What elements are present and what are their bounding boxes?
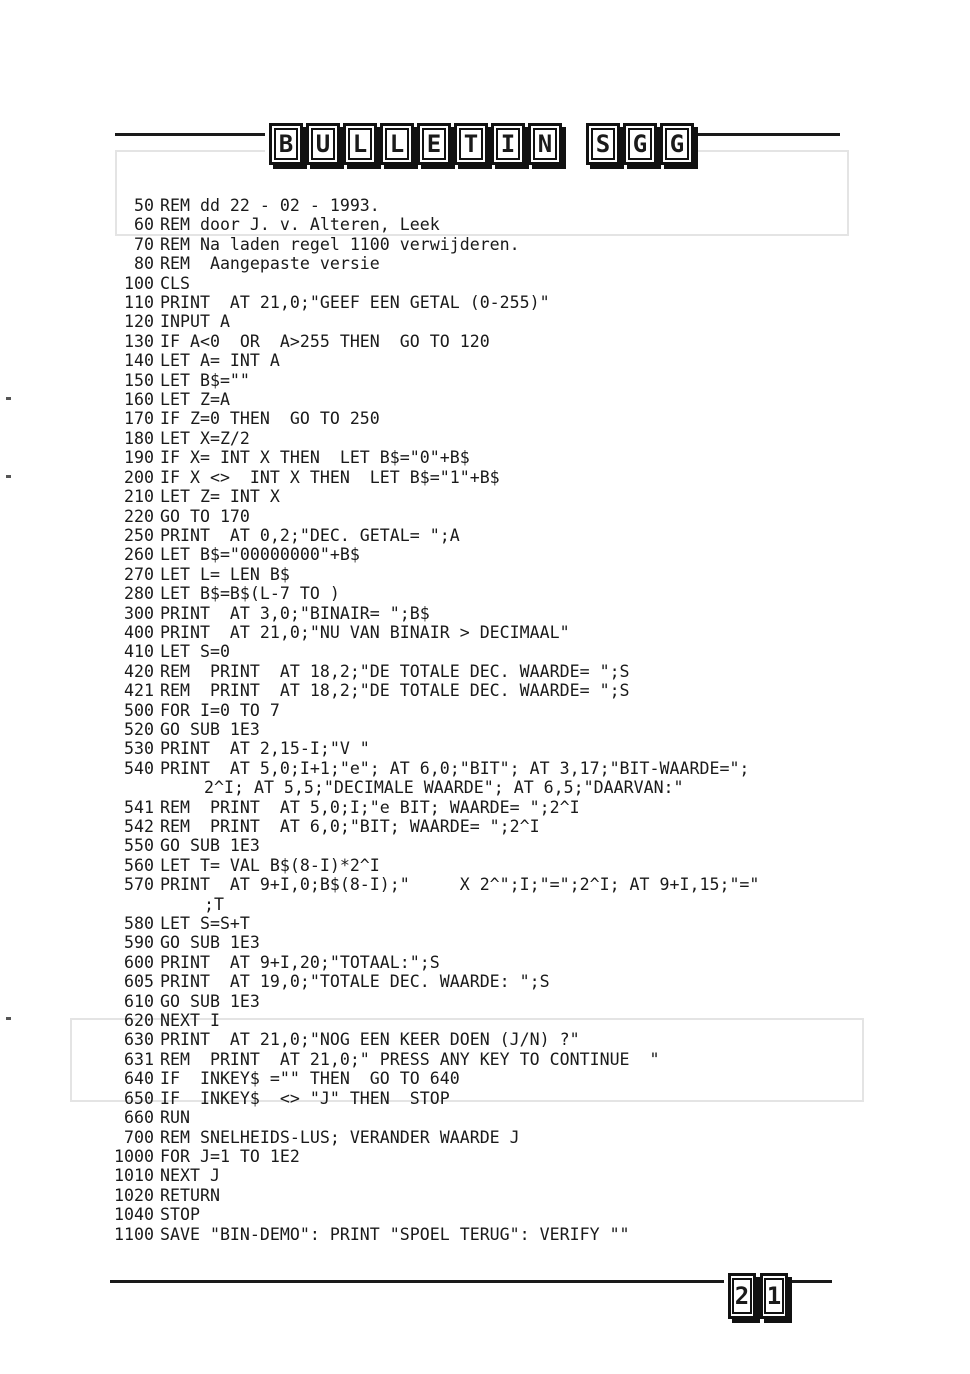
program-line: [100, 662, 759, 681]
code-text: REM PRINT AT 21,0;" PRESS ANY KEY TO CONTINUE ": [160, 1049, 660, 1069]
program-line: [100, 274, 759, 293]
line-number: 1040: [114, 1205, 154, 1225]
code-text: PRINT AT 21,0;"NOG EEN KEER DOEN (J/N) ?": [160, 1030, 580, 1050]
program-line: [100, 448, 759, 467]
program-line: [100, 196, 759, 215]
masthead-letter: I: [491, 123, 525, 165]
masthead-letter: G: [623, 123, 657, 165]
code-text: FOR J=1 TO 1E2: [160, 1146, 300, 1166]
code-text: NEXT I: [160, 1011, 220, 1031]
code-text: IF A<0 OR A>255 THEN GO TO 120: [160, 331, 490, 351]
line-number: 421: [124, 681, 154, 701]
program-line: [100, 293, 759, 312]
program-line: [100, 409, 759, 428]
line-number: 210: [124, 487, 154, 507]
code-text: FOR I=0 TO 7: [160, 700, 280, 720]
line-number: 540: [124, 758, 154, 778]
line-number: [100, 778, 154, 797]
line-number: 260: [124, 545, 154, 565]
line-number: 631: [124, 1049, 154, 1069]
program-line: [100, 1050, 759, 1069]
program-line: [100, 759, 759, 778]
program-line: [100, 312, 759, 331]
program-line: [100, 933, 759, 952]
program-line: [100, 215, 759, 234]
line-number: 70: [134, 234, 154, 254]
program-line: [100, 623, 759, 642]
code-text: STOP: [160, 1205, 200, 1225]
line-number: 580: [124, 914, 154, 934]
program-line: [100, 701, 759, 720]
line-number: 600: [124, 952, 154, 972]
punch-mark: [6, 1017, 11, 1020]
line-number: 650: [124, 1088, 154, 1108]
line-number: 620: [124, 1011, 154, 1031]
line-number: 570: [124, 875, 154, 895]
line-number: 170: [124, 409, 154, 429]
line-number: 420: [124, 661, 154, 681]
line-number: 560: [124, 855, 154, 875]
line-number: 530: [124, 739, 154, 759]
program-line: [100, 526, 759, 545]
program-line: [100, 1089, 759, 1108]
line-number: 1000: [114, 1146, 154, 1166]
line-number: 630: [124, 1030, 154, 1050]
line-number: 541: [124, 797, 154, 817]
code-text: REM Na laden regel 1100 verwijderen.: [160, 234, 520, 254]
line-number: 200: [124, 467, 154, 487]
line-number: 1100: [114, 1224, 154, 1244]
page-number-digit: 2: [728, 1273, 756, 1319]
program-line: [100, 972, 759, 991]
program-line: [100, 332, 759, 351]
program-line: [100, 545, 759, 564]
line-number: 520: [124, 719, 154, 739]
program-line: [100, 1128, 759, 1147]
line-number: 400: [124, 622, 154, 642]
code-text: GO SUB 1E3: [160, 933, 260, 953]
line-number: 50: [134, 196, 154, 215]
code-text: GO SUB 1E3: [160, 836, 260, 856]
code-text: IF Z=0 THEN GO TO 250: [160, 409, 380, 429]
code-text: SAVE "BIN-DEMO": PRINT "SPOEL TERUG": VERIFY "": [160, 1224, 630, 1244]
program-line: [100, 1147, 759, 1166]
line-number: 542: [124, 817, 154, 836]
line-number: 150: [124, 370, 154, 390]
line-number: 1020: [114, 1185, 154, 1205]
code-text: PRINT AT 21,0;"GEEF EEN GETAL (0-255)": [160, 293, 550, 313]
code-text: LET A= INT A: [160, 351, 280, 371]
code-text: PRINT AT 5,0;I+1;"e"; AT 6,0;"BIT"; AT 3,17;"BIT-WAARDE=";: [160, 758, 750, 778]
code-text: 2^I; AT 5,5;"DECIMALE WAARDE"; AT 6,5;"DAARVAN:": [204, 778, 684, 798]
line-number: 660: [124, 1108, 154, 1128]
code-text: IF INKEY$ <> "J" THEN STOP: [160, 1088, 450, 1108]
code-text: LET B$=B$(L-7 TO ): [160, 584, 340, 604]
masthead-letter: B: [269, 123, 303, 165]
program-line: [100, 1030, 759, 1049]
code-text: PRINT AT 9+I,20;"TOTAAL:";S: [160, 952, 440, 972]
program-line: [100, 992, 759, 1011]
program-line: [100, 390, 759, 409]
masthead: [265, 123, 698, 171]
line-number: 280: [124, 584, 154, 604]
program-line: [100, 235, 759, 254]
code-text: REM PRINT AT 5,0;I;"e BIT; WAARDE= ";2^I: [160, 797, 580, 817]
code-text: IF INKEY$ ="" THEN GO TO 640: [160, 1069, 460, 1089]
line-number: 640: [124, 1069, 154, 1089]
punch-mark: [6, 397, 11, 400]
program-line: [100, 798, 759, 817]
code-text: ;T: [204, 894, 224, 914]
program-line: [100, 953, 759, 972]
program-line: [100, 817, 759, 836]
masthead-letter: G: [660, 123, 694, 165]
program-line: [100, 254, 759, 273]
program-line: [100, 836, 759, 855]
line-number: 500: [124, 700, 154, 720]
line-number: 110: [124, 293, 154, 313]
code-text: GO SUB 1E3: [160, 991, 260, 1011]
program-line: [100, 1166, 759, 1185]
line-number: 130: [124, 331, 154, 351]
program-line: [100, 1205, 759, 1224]
code-text: LET Z= INT X: [160, 487, 280, 507]
code-text: PRINT AT 2,15-I;"V ": [160, 739, 370, 759]
code-text: REM dd 22 - 02 - 1993.: [160, 196, 380, 215]
program-line: [100, 681, 759, 700]
program-line: [100, 856, 759, 875]
program-line: [100, 875, 759, 894]
code-text: REM PRINT AT 18,2;"DE TOTALE DEC. WAARDE= ";S: [160, 681, 630, 701]
code-text: GO SUB 1E3: [160, 719, 260, 739]
code-text: LET L= LEN B$: [160, 564, 290, 584]
code-text: INPUT A: [160, 312, 230, 332]
code-text: REM door J. v. Alteren, Leek: [160, 215, 440, 235]
page-number: [724, 1273, 792, 1319]
program-line: [100, 1069, 759, 1088]
code-text: REM PRINT AT 18,2;"DE TOTALE DEC. WAARDE= ";S: [160, 661, 630, 681]
program-line: [100, 1186, 759, 1205]
masthead-spacer: [565, 123, 583, 171]
code-text: PRINT AT 9+I,0;B$(8-I);" X 2^";I;"=";2^I; AT 9+I,15;"=": [160, 875, 760, 895]
code-text: LET T= VAL B$(8-I)*2^I: [160, 855, 380, 875]
program-line: [100, 371, 759, 390]
line-number: 140: [124, 351, 154, 371]
masthead-letter: L: [343, 123, 377, 165]
line-number: 410: [124, 642, 154, 662]
line-number: 550: [124, 836, 154, 856]
code-text: PRINT AT 3,0;"BINAIR= ";B$: [160, 603, 430, 623]
line-number: 610: [124, 991, 154, 1011]
program-line: [100, 468, 759, 487]
program-line: [100, 604, 759, 623]
code-text: LET Z=A: [160, 390, 230, 410]
line-number: 700: [124, 1127, 154, 1147]
code-text: IF X <> INT X THEN LET B$="1"+B$: [160, 467, 500, 487]
program-line: [100, 487, 759, 506]
code-text: REM SNELHEIDS-LUS; VERANDER WAARDE J: [160, 1127, 520, 1147]
code-text: NEXT J: [160, 1166, 220, 1186]
line-number: 160: [124, 390, 154, 410]
line-number: 605: [124, 972, 154, 992]
code-text: RUN: [160, 1108, 190, 1128]
code-text: LET S=S+T: [160, 914, 250, 934]
code-text: GO TO 170: [160, 506, 250, 526]
line-number: 80: [134, 254, 154, 274]
basic-program-listing: [100, 196, 759, 1244]
program-line-continuation: [100, 895, 759, 914]
masthead-letter: N: [528, 123, 562, 165]
line-number: 270: [124, 564, 154, 584]
code-text: PRINT AT 0,2;"DEC. GETAL= ";A: [160, 525, 460, 545]
masthead-letter: T: [454, 123, 488, 165]
program-line: [100, 914, 759, 933]
program-line: [100, 507, 759, 526]
line-number: 220: [124, 506, 154, 526]
program-line: [100, 642, 759, 661]
program-line: [100, 351, 759, 370]
code-text: PRINT AT 19,0;"TOTALE DEC. WAARDE: ";S: [160, 972, 550, 992]
masthead-letter: U: [306, 123, 340, 165]
program-line: [100, 565, 759, 584]
code-text: IF X= INT X THEN LET B$="0"+B$: [160, 448, 470, 468]
masthead-letter: S: [586, 123, 620, 165]
line-number: 120: [124, 312, 154, 332]
program-line: [100, 584, 759, 603]
line-number: 250: [124, 525, 154, 545]
line-number: 100: [124, 273, 154, 293]
code-text: REM Aangepaste versie: [160, 254, 380, 274]
line-number: 180: [124, 428, 154, 448]
masthead-letter: E: [417, 123, 451, 165]
program-line: [100, 1225, 759, 1244]
program-line: [100, 1011, 759, 1030]
page-number-digit: 1: [760, 1273, 788, 1319]
code-text: LET X=Z/2: [160, 428, 250, 448]
line-number: [100, 895, 154, 914]
program-line: [100, 1108, 759, 1127]
line-number: 190: [124, 448, 154, 468]
program-line-continuation: [100, 778, 759, 797]
program-line: [100, 739, 759, 758]
code-text: LET B$="00000000"+B$: [160, 545, 360, 565]
line-number: 1010: [114, 1166, 154, 1186]
punch-mark: [6, 475, 11, 478]
line-number: 300: [124, 603, 154, 623]
line-number: 590: [124, 933, 154, 953]
code-text: LET S=0: [160, 642, 230, 662]
line-number: 60: [134, 215, 154, 235]
code-text: RETURN: [160, 1185, 220, 1205]
code-text: CLS: [160, 273, 190, 293]
program-line: [100, 429, 759, 448]
program-line: [100, 720, 759, 739]
code-text: REM PRINT AT 6,0;"BIT; WAARDE= ";2^I: [160, 817, 540, 836]
masthead-letter: L: [380, 123, 414, 165]
code-text: LET B$="": [160, 370, 250, 390]
code-text: PRINT AT 21,0;"NU VAN BINAIR > DECIMAAL": [160, 622, 570, 642]
